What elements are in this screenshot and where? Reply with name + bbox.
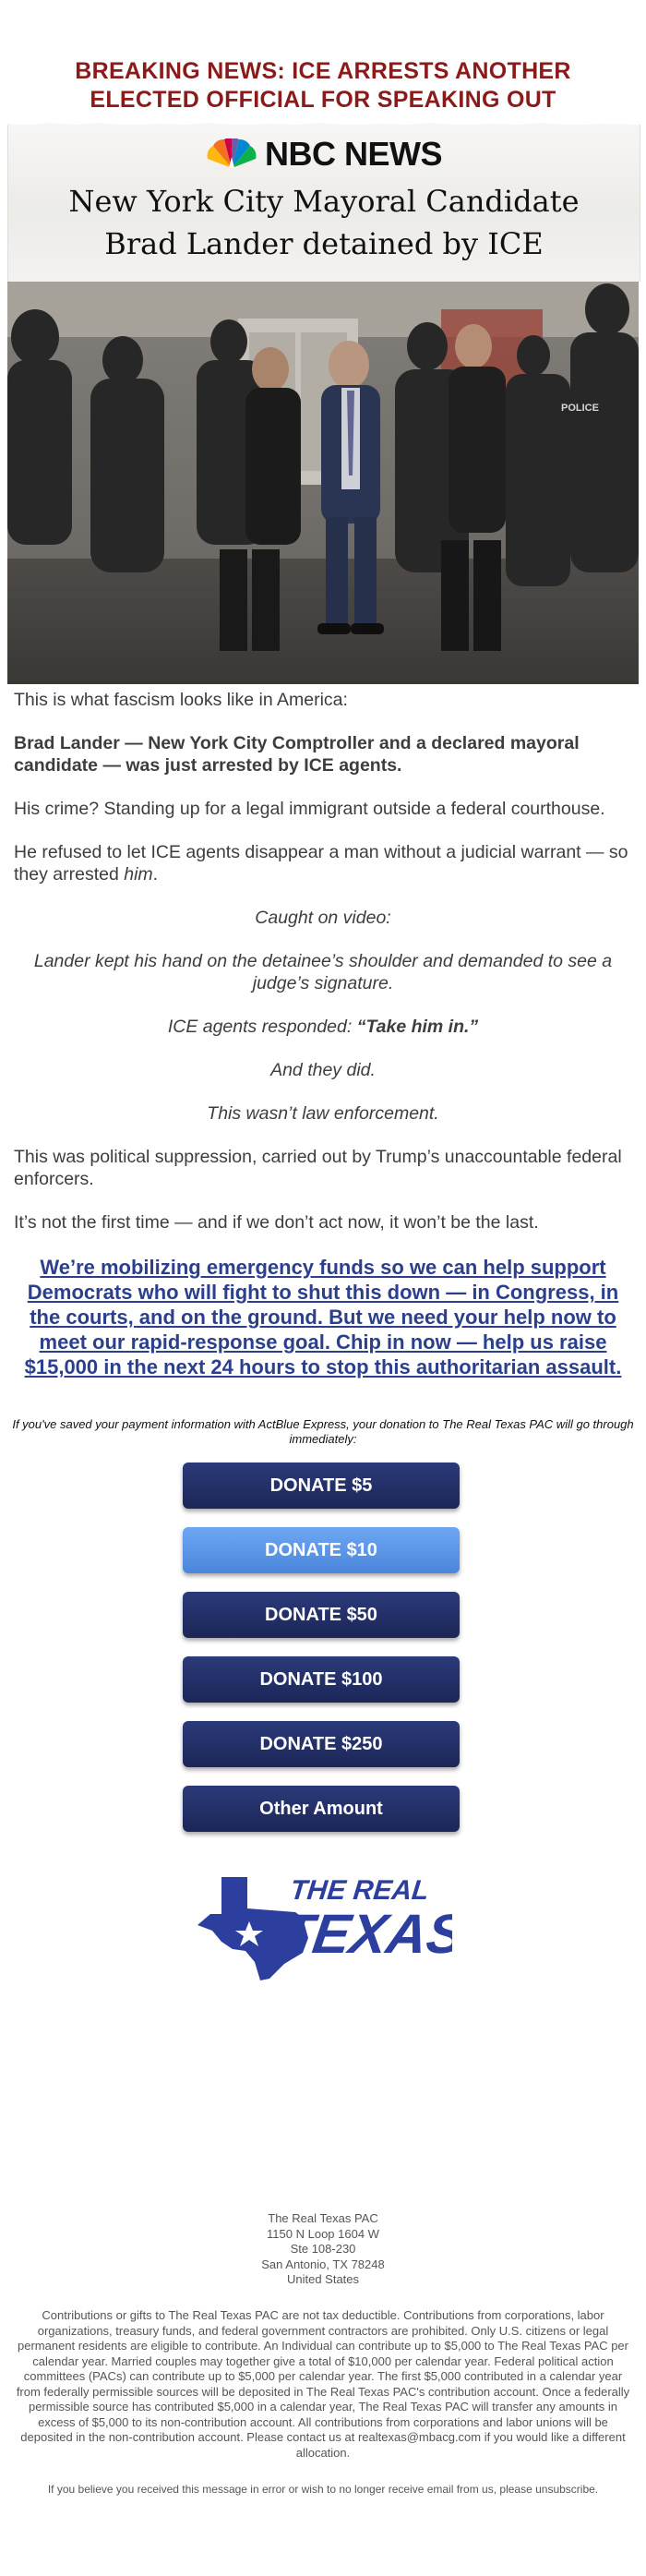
pac-name: The Real Texas PAC xyxy=(268,2211,378,2225)
refused-text xyxy=(14,841,632,885)
donate-10-button[interactable]: DONATE $10 xyxy=(183,1527,460,1573)
breaking-headline xyxy=(0,57,646,114)
lander-arrest-text: Brad Lander — New York City Comptroller and a declared mayoral candidate — was just arrested by ICE agents. xyxy=(14,733,580,776)
pac-street: 1150 N Loop 1604 W xyxy=(267,2226,379,2241)
headline-line-1: BREAKING NEWS: ICE ARRESTS ANOTHER xyxy=(75,58,571,84)
pac-country: United States xyxy=(286,2272,360,2286)
ice-responded-text xyxy=(14,1016,632,1038)
svg-text:POLICE: POLICE xyxy=(561,403,599,414)
nbc-news-wordmark: NBC NEWS xyxy=(265,135,442,173)
actblue-express-note: If you've saved your payment information with ActBlue Express, your donation to The Real Texas PAC will go through immediately: xyxy=(12,1417,634,1446)
banner-title-line-2: Brad Lander detained by ICE xyxy=(104,226,544,261)
texas-map-icon xyxy=(194,1860,452,1985)
nbc-news-logo xyxy=(8,136,640,173)
torn-edge-top xyxy=(8,122,640,127)
crime-text: His crime? Standing up for a legal immigrant outside a federal courthouse. xyxy=(14,799,605,819)
not-law-text: This wasn’t law enforcement. xyxy=(207,1103,439,1124)
they-did-text: And they did. xyxy=(270,1060,376,1080)
pac-address xyxy=(0,2211,646,2288)
donate-5-button[interactable]: DONATE $5 xyxy=(183,1463,460,1509)
donate-50-button[interactable]: DONATE $50 xyxy=(183,1592,460,1638)
not-first-text: It’s not the first time — and if we don’t act now, it won’t be the last. xyxy=(14,1212,539,1233)
lander-kept-text: Lander kept his hand on the detainee’s shoulder and demanded to see a judge’s signature. xyxy=(33,951,613,993)
caught-on-video-text: Caught on video: xyxy=(255,908,391,928)
arrest-photo xyxy=(7,282,639,684)
pac-suite: Ste 108-230 xyxy=(290,2242,356,2256)
arrest-photo-illustration xyxy=(7,282,639,684)
news-banner xyxy=(7,125,640,282)
intro-text: This is what fascism looks like in America: xyxy=(14,690,348,710)
refused-text-prefix: He refused to let ICE agents disappear a man without a judicial warrant — so they arrested xyxy=(14,842,628,885)
email-body xyxy=(14,689,632,1401)
donate-other-amount-button[interactable]: Other Amount xyxy=(183,1786,460,1832)
donate-cta-link[interactable]: We’re mobilizing emergency funds so we can help support Democrats who will fight to shut this down — in Congress, in the courts, and on the ground. But we need your help now to meet our rapid-response goal. Chip in now — help us raise $15,000 in the next 24 hours to stop this authoritarian assault. xyxy=(24,1256,622,1378)
donate-250-button[interactable]: DONATE $250 xyxy=(183,1721,460,1767)
banner-title xyxy=(8,180,640,265)
brand-line-2: TEXAS xyxy=(275,1902,452,1965)
pac-city: San Antonio, TX 78248 xyxy=(261,2257,385,2271)
unsubscribe-text[interactable]: If you believe you received this message in error or wish to no longer receive email from us, please unsubscribe. xyxy=(47,2483,599,2496)
brand-line-1: THE REAL xyxy=(288,1875,431,1906)
headline-line-2: ELECTED OFFICIAL FOR SPEAKING OUT xyxy=(90,87,556,113)
refused-text-emphasis: him xyxy=(124,864,153,885)
peacock-icon xyxy=(206,138,257,170)
refused-text-suffix: . xyxy=(152,864,159,885)
legal-disclaimer: Contributions or gifts to The Real Texas PAC are not tax deductible. Contributions from corporations, labor organizations, treasury funds, and federal government contractors are prohibited. Only U.S. citizens or legal permanent residents are eligible to contribute. An Individual can contribute up to $5,000 to The Real Texas PAC per calendar year. Married couples may together give a total of $10,000 per calendar year. Federal political action committees (PACs) can contribute up to $5,000 per calendar year. The first $5,000 contributed in a calendar year from federally permissible sources will be deposited in The Real Texas PAC's contribution account. Once a federally permissible source has contributed $5,000 in a calendar year, The Real Texas PAC will transfer any amounts in excess of $5,000 to its non-contribution account. All contributions from corporations and labor unions will be deposited in the non-contribution account. Please contact us at realtexas@mbacg.com if you would like a different allocation. xyxy=(16,2308,630,2460)
ice-responded-quote: “Take him in.” xyxy=(356,1017,479,1037)
ice-responded-prefix: ICE agents responded: xyxy=(167,1017,357,1037)
donate-100-button[interactable]: DONATE $100 xyxy=(183,1656,460,1703)
real-texas-logo xyxy=(194,1860,452,1985)
banner-title-line-1: New York City Mayoral Candidate xyxy=(68,184,580,219)
suppression-text: This was political suppression, carried out by Trump’s unaccountable federal enforcers. xyxy=(14,1147,622,1189)
